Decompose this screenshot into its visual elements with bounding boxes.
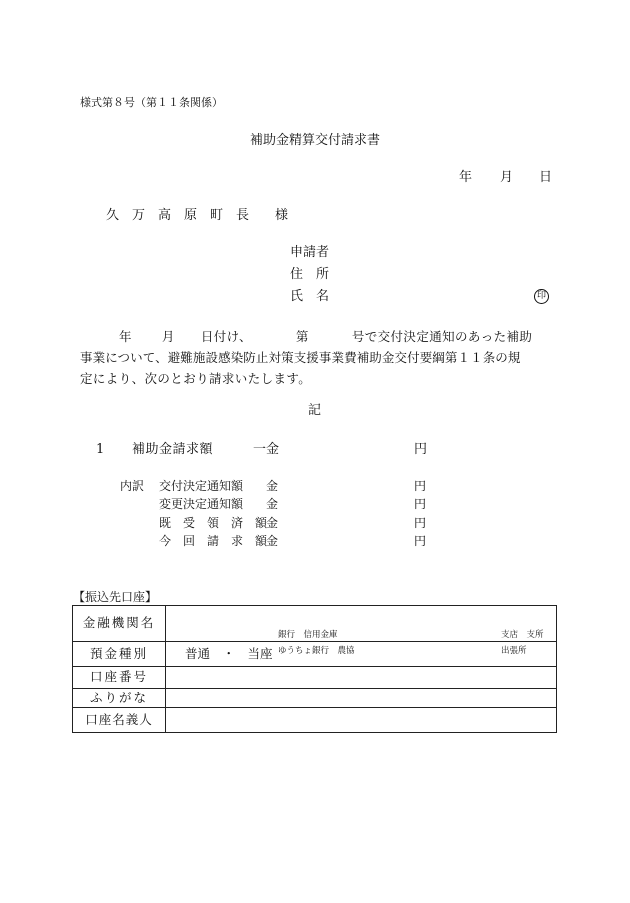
breakdown-unit: 円 [414, 534, 427, 548]
bank-types-line1: 銀行 信用金庫 [278, 629, 338, 640]
breakdown-unit: 円 [414, 497, 427, 511]
seal-icon: 印 [534, 289, 549, 304]
item1-number: 1 [96, 442, 105, 457]
breakdown-prefix: 金 [266, 479, 279, 493]
breakdown-prefix: 金 [266, 516, 279, 530]
item1-label: 補助金請求額 [132, 442, 214, 457]
page-title: 補助金精算交付請求書 [249, 133, 380, 148]
breakdown-unit: 円 [414, 479, 427, 493]
paragraph-line-2: 事業について、避難施設感染防止対策支援事業費補助金交付要綱第１１条の規 [80, 350, 521, 365]
name-label: 氏 名 [290, 289, 330, 304]
breakdown-prefix: 金 [266, 534, 279, 548]
form-number: 様式第８号（第１１条関係） [80, 96, 223, 109]
breakdown-label: 内訳 [120, 479, 145, 493]
table-row [73, 689, 557, 708]
furigana-label: ふりがな [73, 689, 166, 708]
applicant-label: 申請者 [290, 245, 330, 260]
deposit-type-options[interactable]: 普通 ・ 当座 [185, 645, 273, 661]
branch-types-line2: 出張所 [501, 645, 527, 656]
deposit-type-label: 預金種別 [73, 642, 166, 667]
item1-yen: 円 [414, 442, 428, 457]
deposit-type-field[interactable] [166, 642, 557, 667]
account-holder-field[interactable] [166, 708, 557, 733]
request-paragraph [80, 326, 551, 389]
breakdown-label-grant-decision: 交付決定通知額 [159, 479, 244, 493]
date-year-label: 年 [459, 170, 473, 185]
paragraph-number-prefix: 第 [295, 329, 309, 344]
bank-account-table [72, 605, 557, 733]
branch-types-line1: 支店 支所 [501, 629, 544, 640]
table-row [73, 606, 557, 642]
bank-types-line2: ゆうちょ銀行 農協 [278, 645, 355, 656]
paragraph-month: 月 [161, 329, 175, 344]
account-number-field[interactable] [166, 667, 557, 689]
paragraph-year: 年 [119, 329, 132, 344]
furigana-field[interactable] [166, 689, 557, 708]
breakdown-label-change-decision: 変更決定通知額 [159, 497, 244, 511]
item1-prefix: 一金 [253, 442, 280, 457]
breakdown-label-current-request: 今 回 請 求 額 [159, 534, 268, 548]
paragraph-number-suffix: 号で交付決定通知のあった補助 [351, 329, 533, 344]
account-number-label: 口座番号 [73, 667, 166, 689]
date-month-label: 月 [500, 170, 514, 185]
record-heading: 記 [308, 403, 322, 418]
date-day-label: 日 [539, 170, 553, 185]
paragraph-date-suffix: 日付け、 [200, 329, 252, 344]
bank-section-title: 【振込先口座】 [73, 590, 158, 604]
breakdown-label-already-received: 既 受 領 済 額 [159, 516, 268, 530]
paragraph-line-3: 定により、次のとおり請求いたします。 [80, 371, 312, 386]
table-row [73, 667, 557, 689]
address-label: 住 所 [290, 267, 330, 282]
account-holder-label: 口座名義人 [73, 708, 166, 733]
table-row [73, 708, 557, 733]
addressee: 久 万 高 原 町 長 様 [106, 208, 289, 223]
institution-label: 金融機関名 [73, 606, 166, 642]
breakdown-unit: 円 [414, 516, 427, 530]
breakdown-prefix: 金 [266, 497, 279, 511]
